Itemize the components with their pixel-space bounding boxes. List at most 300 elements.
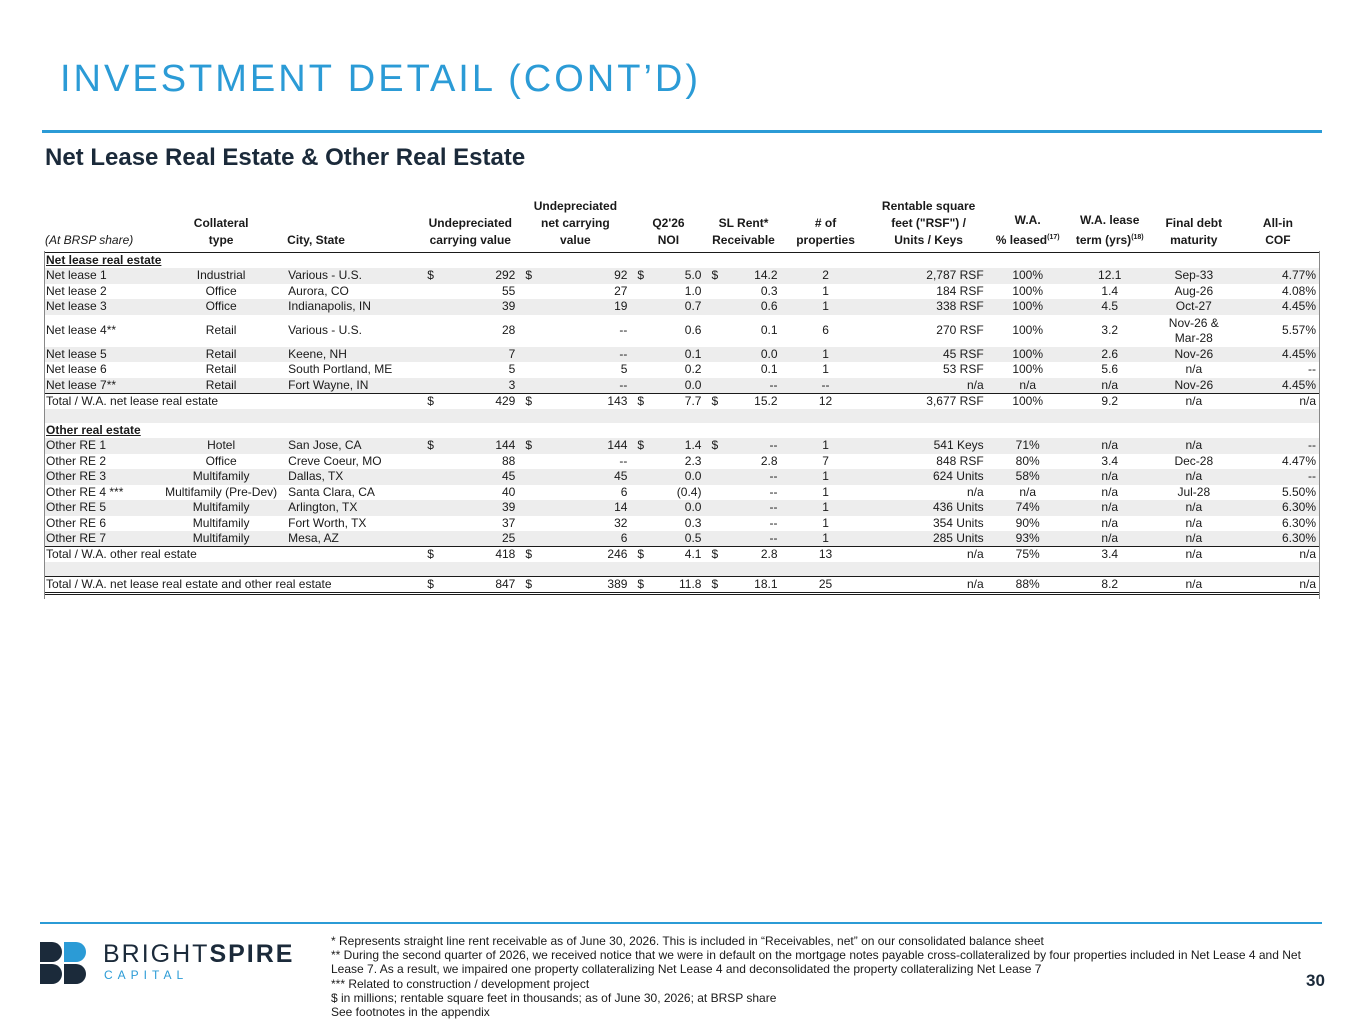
currency-cell — [519, 500, 531, 516]
cof-cell: n/a — [1236, 393, 1320, 409]
table-row — [44, 268, 1320, 284]
lease-term-cell: 2.6 — [1068, 347, 1152, 363]
table-row — [44, 454, 1320, 470]
currency-cell: $ — [519, 547, 531, 563]
cof-cell: 4.45% — [1236, 378, 1320, 394]
cof-cell: -- — [1236, 438, 1320, 454]
maturity-cell: Nov-26 & Mar-28 — [1168, 315, 1219, 345]
maturity-cell: Aug-26 — [1174, 283, 1214, 298]
currency-cell — [519, 284, 531, 300]
currency-cell — [421, 362, 433, 378]
currency-cell: $ — [631, 393, 643, 409]
carrying-value-cell: 144 — [433, 438, 519, 454]
currency-cell — [519, 469, 531, 485]
currency-cell: $ — [631, 576, 643, 593]
properties-cell: 2 — [782, 268, 870, 284]
currency-cell — [705, 516, 717, 532]
leased-cell: 100% — [988, 393, 1068, 409]
noi-cell: 0.1 — [643, 347, 705, 363]
currency-cell — [705, 531, 717, 547]
currency-cell — [421, 299, 433, 315]
currency-cell — [421, 378, 433, 394]
row-name-cell: Other RE 3 — [44, 469, 156, 485]
maturity-cell: n/a — [1152, 576, 1236, 593]
noi-cell: 7.7 — [643, 393, 705, 409]
carrying-value-cell: 7 — [433, 347, 519, 363]
collateral-type-cell: Multifamily — [156, 531, 286, 547]
sl-rent-cell: -- — [769, 484, 778, 499]
properties-cell: 25 — [782, 576, 870, 593]
maturity-cell: n/a — [1152, 469, 1236, 485]
currency-cell — [631, 362, 643, 378]
row-name-cell: Other RE 4 *** — [46, 484, 124, 499]
lease-term-cell: 3.4 — [1068, 547, 1152, 563]
footnote-5: See footnotes in the appendix — [331, 1005, 490, 1020]
row-name-cell: Net lease 5 — [44, 347, 156, 363]
collateral-type-cell: Retail — [205, 323, 237, 337]
noi-cell: 5.0 — [643, 268, 705, 284]
row-name-cell: Other RE 6 — [46, 515, 107, 530]
collateral-type-cell: Office — [205, 283, 237, 298]
noi-cell: 0.3 — [684, 515, 702, 530]
currency-cell: $ — [631, 438, 643, 454]
currency-cell — [705, 378, 717, 394]
currency-cell — [631, 500, 643, 516]
sl-rent-cell: 0.0 — [717, 347, 781, 363]
sl-rent-cell: 18.1 — [717, 576, 781, 593]
leased-cell: 100% — [1012, 283, 1044, 298]
currency-cell: $ — [421, 576, 433, 593]
row-name-cell: Net lease 3 — [44, 299, 156, 315]
net-carrying-value-cell: -- — [531, 378, 631, 394]
currency-cell: $ — [631, 268, 643, 284]
currency-cell: $ — [705, 438, 717, 454]
sl-rent-cell: -- — [769, 515, 778, 530]
noi-cell: 1.4 — [643, 438, 705, 454]
city-state-cell: South Portland, ME — [288, 362, 393, 377]
properties-cell: 1 — [822, 362, 829, 377]
page-number: 30 — [1306, 971, 1325, 990]
table-row — [44, 284, 1320, 300]
net-carrying-value-cell: 246 — [531, 547, 631, 563]
leased-cell: 100% — [1012, 323, 1044, 337]
header-sl-rent-receivable: SL Rent* Receivable — [712, 216, 775, 247]
currency-cell — [705, 362, 717, 378]
noi-cell: 2.3 — [684, 453, 702, 468]
leased-cell: 75% — [988, 547, 1068, 563]
maturity-cell: n/a — [1152, 547, 1236, 563]
logo-subtitle: CAPITAL — [104, 968, 189, 982]
leased-cell: 80% — [1015, 453, 1040, 468]
currency-cell — [631, 531, 643, 547]
maturity-cell: Nov-26 — [1152, 378, 1236, 394]
currency-cell — [519, 454, 531, 470]
cof-cell: n/a — [1236, 547, 1320, 563]
currency-cell — [631, 299, 643, 315]
net-carrying-value-cell: 144 — [531, 438, 631, 454]
cof-cell: -- — [1308, 362, 1316, 377]
cof-cell: 6.30% — [1281, 515, 1316, 530]
properties-cell: 13 — [782, 547, 870, 563]
header-collateral-type: Collateral type — [193, 216, 249, 247]
carrying-value-cell: 39 — [433, 500, 519, 516]
leased-cell: 90% — [1015, 515, 1040, 530]
properties-cell: 12 — [782, 393, 870, 409]
sl-rent-cell: -- — [717, 438, 781, 454]
net-carrying-value-cell: 6 — [620, 484, 628, 499]
currency-cell — [519, 315, 531, 347]
leased-cell: n/a — [988, 378, 1068, 394]
currency-cell — [421, 485, 433, 501]
cof-cell: 4.77% — [1236, 268, 1320, 284]
carrying-value-cell: 292 — [433, 268, 519, 284]
cof-cell: 6.30% — [1236, 531, 1320, 547]
properties-cell: 1 — [782, 500, 870, 516]
row-name-cell: Net lease 1 — [44, 268, 156, 284]
carrying-value-cell: 3 — [433, 378, 519, 394]
maturity-cell: n/a — [1185, 515, 1203, 530]
header-rentable-square-feet: Rentable square feet ("RSF") / Units / Keys — [881, 199, 976, 247]
total-row — [44, 576, 1320, 593]
noi-cell: 0.6 — [684, 323, 702, 337]
page-title: INVESTMENT DETAIL (CONT’D) — [60, 58, 701, 100]
net-carrying-value-cell: -- — [531, 347, 631, 363]
rsf-cell: n/a — [870, 378, 988, 394]
title-divider — [42, 130, 1322, 133]
row-name-cell: Other RE 5 — [44, 500, 156, 516]
lease-term-cell: 8.2 — [1068, 576, 1152, 593]
table-row — [44, 500, 1320, 516]
net-carrying-value-cell: 45 — [531, 469, 631, 485]
city-state-cell: Indianapolis, IN — [286, 299, 421, 315]
header-final-debt-maturity: Final debt maturity — [1165, 216, 1223, 247]
spacer-cell — [44, 562, 1320, 576]
properties-cell: 1 — [822, 515, 829, 530]
sl-rent-cell: 0.1 — [760, 362, 778, 377]
city-state-cell: Creve Coeur, MO — [288, 453, 382, 468]
noi-cell: 4.1 — [643, 547, 705, 563]
city-state-cell: Fort Wayne, IN — [286, 378, 421, 394]
net-carrying-value-cell: 389 — [531, 576, 631, 593]
table-row — [44, 378, 1320, 394]
currency-cell: $ — [519, 438, 531, 454]
header-wa-lease-term: W.A. lease term (yrs)$^{(18)}$ — [1075, 213, 1144, 247]
currency-cell — [519, 531, 531, 547]
currency-cell: $ — [421, 438, 433, 454]
leased-cell: 100% — [988, 347, 1068, 363]
cof-cell: 4.47% — [1281, 453, 1316, 468]
noi-cell: 0.5 — [643, 531, 705, 547]
net-carrying-value-cell: 143 — [531, 393, 631, 409]
row-name-cell: Other RE 2 — [46, 453, 107, 468]
row-name-cell: Net lease 7** — [44, 378, 156, 394]
currency-cell — [631, 378, 643, 394]
sl-rent-cell: 2.8 — [760, 453, 778, 468]
carrying-value-cell: 25 — [433, 531, 519, 547]
leased-cell: 93% — [988, 531, 1068, 547]
row-name-cell: Other RE 7 — [44, 531, 156, 547]
footnote-3: *** Related to construction / development project — [331, 976, 590, 991]
city-state-cell: Various - U.S. — [288, 323, 362, 337]
currency-cell — [631, 347, 643, 363]
footnotes — [331, 934, 1326, 1019]
city-state-cell: San Jose, CA — [286, 438, 421, 454]
currency-cell — [705, 469, 717, 485]
carrying-value-cell: 40 — [501, 484, 516, 499]
cof-cell: -- — [1236, 469, 1320, 485]
properties-cell: 6 — [822, 323, 829, 337]
currency-cell: $ — [631, 547, 643, 563]
carrying-value-cell: 418 — [433, 547, 519, 563]
collateral-type-cell: Industrial — [156, 268, 286, 284]
rsf-cell: 338 RSF — [870, 299, 988, 315]
sl-rent-cell: -- — [717, 378, 781, 394]
footnote-2: ** During the second quarter of 2026, we received notice that we were in default on the mortgage notes payable cross-collateralized by four properties included in Net Lease 4 and Net Lease 7. As a result, we impaired one property collateralizing Net Lease 4 and deconsolidated the property collateralizing Net Lease 7 — [331, 948, 1301, 977]
other-re-heading — [44, 423, 1320, 439]
currency-cell: $ — [421, 268, 433, 284]
row-name-cell: Net lease 4** — [46, 323, 117, 337]
noi-cell: 0.2 — [684, 362, 702, 377]
footnote-4: $ in millions; rentable square feet in thousands; as of June 30, 2026; at BRSP share — [331, 990, 777, 1005]
sl-rent-cell: 0.3 — [760, 283, 778, 298]
maturity-cell: n/a — [1185, 362, 1203, 377]
currency-cell — [421, 469, 433, 485]
rsf-cell: 624 Units — [870, 469, 988, 485]
header-noi: Q2'26 NOI — [652, 216, 685, 247]
net-lease-heading-label: Net lease real estate — [46, 253, 162, 267]
other-re-heading-label: Other real estate — [46, 422, 141, 437]
city-state-cell: Fort Worth, TX — [288, 515, 367, 530]
carrying-value-cell: 39 — [433, 299, 519, 315]
maturity-cell: Dec-28 — [1174, 453, 1214, 468]
net-carrying-value-cell: 19 — [531, 299, 631, 315]
currency-cell — [421, 347, 433, 363]
lease-term-cell: n/a — [1101, 515, 1119, 530]
header-share: (At BRSP share) — [45, 233, 134, 247]
header-city-state: City, State — [287, 233, 345, 247]
lease-term-cell: n/a — [1068, 469, 1152, 485]
lease-term-cell: 1.4 — [1101, 283, 1119, 298]
rsf-cell: 184 RSF — [936, 283, 984, 298]
total-row — [44, 393, 1320, 409]
lease-term-cell: 5.6 — [1101, 362, 1119, 377]
currency-cell: $ — [705, 576, 717, 593]
rsf-cell: 541 Keys — [870, 438, 988, 454]
spacer-row — [44, 409, 1320, 423]
cof-cell: 6.30% — [1236, 500, 1320, 516]
maturity-cell: n/a — [1152, 438, 1236, 454]
section-title: Net Lease Real Estate & Other Real Estate — [45, 144, 526, 171]
header-number-of-properties: # of properties — [796, 216, 855, 247]
logo-wordmark: BRIGHTSPIRE — [103, 940, 295, 968]
net-carrying-value-cell: 5 — [620, 362, 628, 377]
lease-term-cell: n/a — [1068, 378, 1152, 394]
leased-cell: 88% — [988, 576, 1068, 593]
city-state-cell: Aurora, CO — [288, 283, 349, 298]
noi-cell: 1.0 — [684, 283, 702, 298]
row-name-cell: Net lease 6 — [46, 362, 107, 377]
net-carrying-value-cell: -- — [619, 323, 628, 337]
carrying-value-cell: 847 — [433, 576, 519, 593]
currency-cell — [705, 500, 717, 516]
currency-cell — [705, 315, 717, 347]
header-undepreciated-net-carrying-value: Undepreciated net carrying value — [533, 199, 618, 247]
lease-term-cell: n/a — [1101, 484, 1119, 499]
maturity-cell: Oct-27 — [1152, 299, 1236, 315]
collateral-type-cell: Office — [205, 453, 237, 468]
rsf-cell: 2,787 RSF — [870, 268, 988, 284]
noi-cell: 0.0 — [643, 378, 705, 394]
table-header-row — [44, 198, 1320, 253]
lease-term-cell: n/a — [1068, 438, 1152, 454]
currency-cell — [631, 284, 643, 300]
table-row — [44, 531, 1320, 547]
currency-cell: $ — [519, 393, 531, 409]
maturity-cell: n/a — [1152, 393, 1236, 409]
properties-cell: -- — [782, 378, 870, 394]
rsf-cell: 3,677 RSF — [870, 393, 988, 409]
carrying-value-cell: 37 — [501, 515, 516, 530]
cof-cell: 4.45% — [1236, 299, 1320, 315]
currency-cell — [421, 500, 433, 516]
header-undepreciated-carrying-value: Undepreciated carrying value — [428, 216, 512, 247]
lease-term-cell: 12.1 — [1068, 268, 1152, 284]
carrying-value-cell: 5 — [508, 362, 516, 377]
rsf-cell: n/a — [966, 484, 984, 499]
table-row — [44, 485, 1320, 501]
carrying-value-cell: 45 — [433, 469, 519, 485]
carrying-value-cell: 55 — [501, 283, 516, 298]
carrying-value-cell: 429 — [433, 393, 519, 409]
currency-cell — [705, 347, 717, 363]
header-wa-leased: W.A. % leased$^{(17)}$ — [995, 213, 1060, 247]
currency-cell — [421, 516, 433, 532]
currency-cell — [519, 347, 531, 363]
properties-cell: 1 — [822, 484, 829, 499]
currency-cell — [705, 454, 717, 470]
currency-cell — [631, 469, 643, 485]
currency-cell: $ — [705, 393, 717, 409]
sl-rent-cell: 0.1 — [760, 323, 778, 337]
rsf-cell: 53 RSF — [942, 362, 984, 377]
sl-rent-cell: -- — [717, 531, 781, 547]
lease-term-cell: n/a — [1068, 500, 1152, 516]
footer-divider — [40, 922, 1322, 924]
city-state-cell: Keene, NH — [286, 347, 421, 363]
currency-cell — [519, 378, 531, 394]
row-name-cell: Net lease 2 — [46, 283, 107, 298]
net-carrying-value-cell: 14 — [531, 500, 631, 516]
properties-cell: 1 — [822, 283, 829, 298]
currency-cell — [519, 485, 531, 501]
net-lease-heading — [44, 253, 1320, 269]
properties-cell: 1 — [782, 438, 870, 454]
investment-table — [44, 198, 1320, 595]
header-all-in-cof: All-in COF — [1262, 216, 1293, 247]
currency-cell — [705, 485, 717, 501]
properties-cell: 1 — [782, 531, 870, 547]
currency-cell — [705, 299, 717, 315]
leased-cell: 58% — [988, 469, 1068, 485]
lease-term-cell: 3.4 — [1101, 453, 1119, 468]
cof-cell: 5.57% — [1281, 323, 1316, 337]
leased-cell: 71% — [988, 438, 1068, 454]
properties-cell: 7 — [822, 453, 829, 468]
rsf-cell: 848 RSF — [936, 453, 984, 468]
collateral-type-cell: Multifamily (Pre-Dev) — [165, 484, 278, 499]
currency-cell — [705, 284, 717, 300]
collateral-type-cell: Multifamily — [156, 500, 286, 516]
leased-cell: n/a — [1019, 484, 1037, 499]
city-state-cell: Dallas, TX — [286, 469, 421, 485]
currency-cell: $ — [519, 576, 531, 593]
currency-cell: $ — [705, 547, 717, 563]
footnote-1: * Represents straight line rent receivable as of June 30, 2026. This is included in “Receivables, net” on our consolidated balance sheet — [331, 934, 1044, 948]
total-label-cell: Total / W.A. net lease real estate — [44, 393, 421, 409]
collateral-type-cell: Hotel — [156, 438, 286, 454]
cof-cell: 4.45% — [1236, 347, 1320, 363]
sl-rent-cell: 0.6 — [717, 299, 781, 315]
currency-cell: $ — [421, 547, 433, 563]
leased-cell: 100% — [988, 268, 1068, 284]
collateral-type-cell: Retail — [156, 347, 286, 363]
collateral-type-cell: Multifamily — [192, 515, 250, 530]
net-carrying-value-cell: 6 — [531, 531, 631, 547]
rsf-cell: 270 RSF — [936, 323, 984, 337]
sl-rent-cell: 14.2 — [717, 268, 781, 284]
table-row — [44, 469, 1320, 485]
rsf-cell: n/a — [870, 576, 988, 593]
cof-cell: n/a — [1236, 576, 1320, 593]
table-row — [44, 438, 1320, 454]
properties-cell: 1 — [782, 347, 870, 363]
table-body — [44, 253, 1320, 594]
logo-mark-icon — [40, 942, 88, 984]
brightspire-logo — [40, 940, 300, 984]
table-row — [44, 299, 1320, 315]
properties-cell: 1 — [782, 299, 870, 315]
noi-cell: 0.0 — [643, 500, 705, 516]
rsf-cell: 285 Units — [870, 531, 988, 547]
net-carrying-value-cell: 32 — [614, 515, 628, 530]
currency-cell — [519, 362, 531, 378]
collateral-type-cell: Multifamily — [156, 469, 286, 485]
table-row — [44, 347, 1320, 363]
leased-cell: 100% — [1012, 362, 1044, 377]
lease-term-cell: 4.5 — [1068, 299, 1152, 315]
lease-term-cell: 9.2 — [1068, 393, 1152, 409]
table-row — [44, 516, 1320, 532]
city-state-cell: Various - U.S. — [286, 268, 421, 284]
currency-cell — [631, 315, 643, 347]
maturity-cell: Sep-33 — [1152, 268, 1236, 284]
sl-rent-cell: 2.8 — [717, 547, 781, 563]
noi-cell: 0.7 — [643, 299, 705, 315]
sl-rent-cell: 15.2 — [717, 393, 781, 409]
maturity-cell: Jul-28 — [1177, 484, 1211, 499]
total-label-cell: Total / W.A. net lease real estate and other real estate — [44, 576, 421, 593]
noi-cell: (0.4) — [676, 484, 702, 499]
rsf-cell: 354 Units — [932, 515, 984, 530]
currency-cell — [631, 485, 643, 501]
collateral-type-cell: Retail — [205, 362, 237, 377]
currency-cell — [421, 284, 433, 300]
currency-cell: $ — [519, 268, 531, 284]
currency-cell: $ — [705, 268, 717, 284]
collateral-type-cell: Office — [156, 299, 286, 315]
carrying-value-cell: 88 — [501, 453, 516, 468]
currency-cell — [421, 531, 433, 547]
